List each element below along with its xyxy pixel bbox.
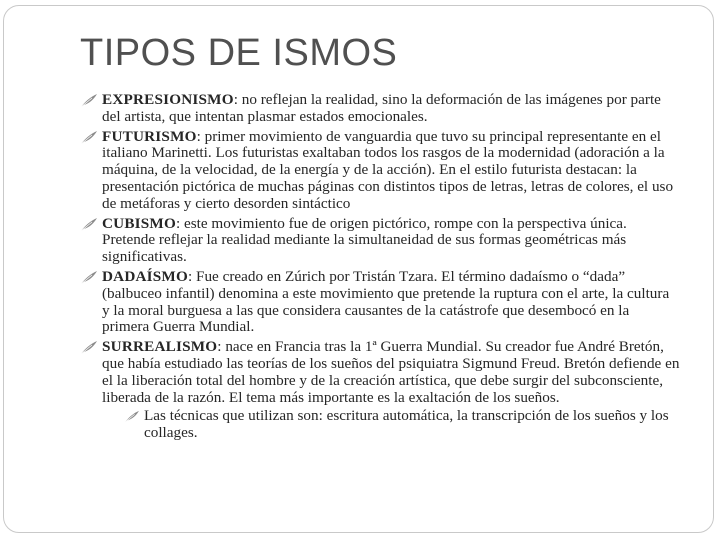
item-term: EXPRESIONISMO [102, 91, 234, 108]
list-item-cubismo [80, 216, 680, 266]
item-text: : Fue creado en Zúrich por Tristán Tzara. El término dadaísmo o “dada” (balbuceo infantil) denomina a este movimiento que pretende la ruptura con el arte, la cultura y la moral burguesa a las que considera causantes de la catástrofe que desembocó en la primera Guerra Mundial. [102, 267, 670, 336]
bullet-list [80, 92, 680, 445]
sub-list-item [102, 408, 680, 442]
feather-quill-icon [80, 270, 98, 285]
slide-title: TIPOS DE ISMOS [80, 32, 398, 74]
item-text: : no reflejan la realidad, sino la deformación de las imágenes por parte del artista, que intentan plasmar estados emocionales. [102, 91, 661, 125]
item-term: DADAÍSMO [102, 267, 188, 285]
feather-quill-icon [80, 93, 98, 108]
item-text: : este movimiento fue de origen pictórico, rompe con la perspectiva única. Pretende reflejar la realidad mediante la simultaneidad de sus formas geométricas más significativas. [102, 214, 627, 266]
item-text: : nace en Francia tras la 1ª Guerra Mundial. Su creador fue André Bretón, que había estudiado las teorías de los sueños del psiquiatra Sigmund Freud. Bretón defiende en el la liberación total del hombre y de la creación artística, que debe surgir del subconsciente, liberada de la razón. El tema más importante es la exaltación de los sueños. [102, 338, 680, 406]
item-term: FUTURISMO [102, 127, 197, 145]
list-item-expresionismo [80, 92, 680, 126]
item-text: : primer movimiento de vanguardia que tuvo su principal representante en el italiano Marinetti. Los futuristas exaltaban todos los rasgos de la modernidad (adoración a la máquina, de la velocidad, de la energía y de la acción). En el estilo futurista destacan: la presentación pictórica de muchas páginas con distintos tipos de letras, letras de colores, el uso de metáforas y cierto desorden sintáctico [102, 127, 674, 212]
feather-quill-icon [124, 410, 140, 423]
feather-quill-icon [80, 217, 98, 232]
list-item-dadaismo [80, 269, 680, 336]
list-item-surrealismo [80, 339, 680, 442]
item-term: SURREALISMO [102, 338, 218, 356]
item-term: CUBISMO [102, 214, 176, 232]
sub-item-text: Las técnicas que utilizan son: escritura automática, la transcripción de los sueños y los collages. [144, 407, 669, 442]
feather-quill-icon [80, 340, 98, 355]
feather-quill-icon [80, 130, 98, 145]
list-item-futurismo [80, 129, 680, 213]
